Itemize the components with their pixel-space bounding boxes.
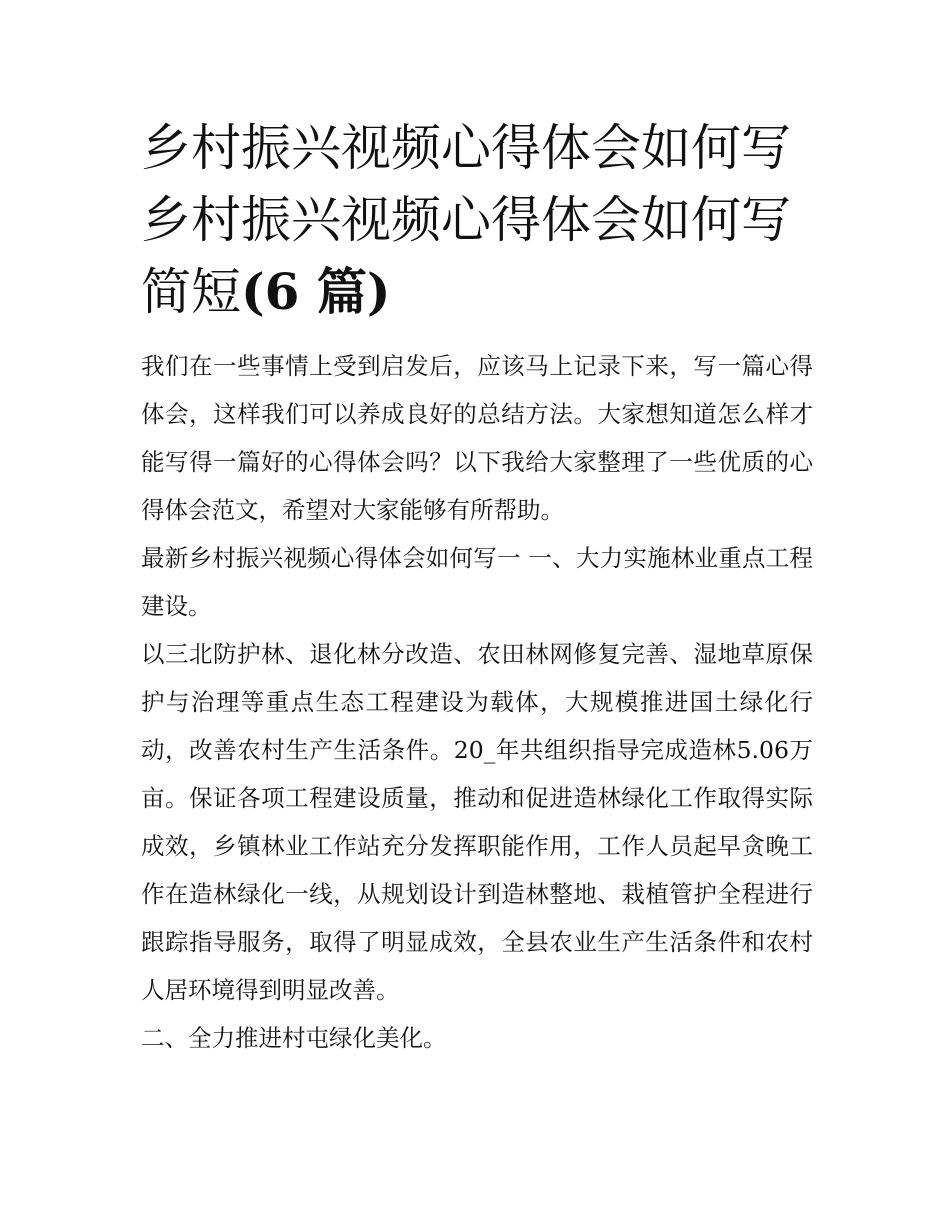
section-1-paragraph: 以三北防护林、退化林分改造、农田林网修复完善、湿地草原保护与治理等重点生态工程建设为载体，大规模推进国土绿化行动，改善农村生产生活条件。20_年共组织指导完成造林5.06万亩。保证各项工程建设质量，推动和促进造林绿化工作取得实际成效，乡镇林业工作站充分发挥职能作用，工作人员起早贪晚工作在造林绿化一线，从规划设计到造林整地、栽植管护全程进行跟踪指导服务，取得了明显成效，全县农业生产生活条件和农村人居环境得到明显改善。	[141, 640, 813, 1004]
title-line-1: 乡村振兴视频心得体会如何写	[141, 119, 791, 177]
title-line-2: 乡村振兴视频心得体会如何写	[141, 191, 791, 249]
document-page	[141, 112, 813, 1062]
document-title	[141, 112, 813, 328]
title-line-3	[141, 256, 813, 328]
intro-paragraph: 我们在一些事情上受到启发后，应该马上记录下来，写一篇心得体会，这样我们可以养成良好的总结方法。大家想知道怎么样才能写得一篇好的心得体会吗？以下我给大家整理了一些优质的心得体会范文，希望对大家能够有所帮助。	[141, 352, 813, 524]
section-1-heading: 最新乡村振兴视频心得体会如何写一 一、大力实施林业重点工程建设。	[141, 544, 813, 620]
title-line-3-suffix: (6 篇)	[241, 262, 391, 321]
document-body	[141, 342, 813, 1062]
section-2-heading: 二、全力推进村屯绿化美化。	[141, 1024, 447, 1052]
title-line-3-prefix: 简短	[141, 263, 241, 321]
